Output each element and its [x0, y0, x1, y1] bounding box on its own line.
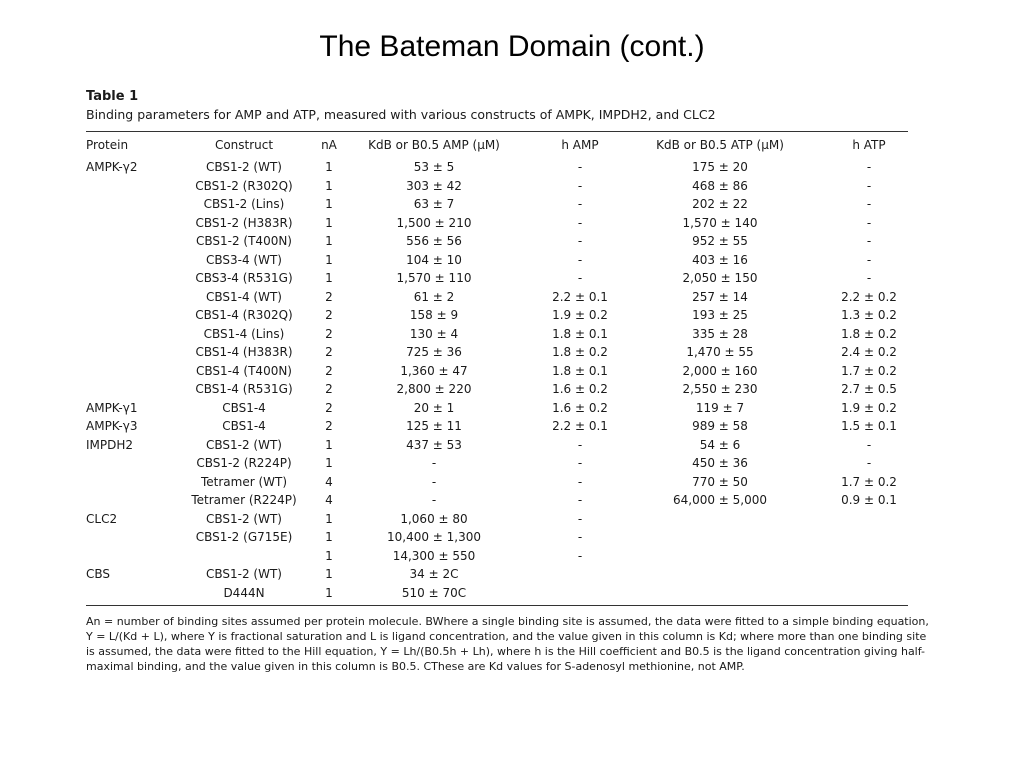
cell-construct: CBS1-4 — [222, 400, 266, 415]
cell-kd-amp: 125 ± 11 — [406, 419, 462, 433]
table-row — [86, 325, 938, 344]
cell-protein — [86, 380, 178, 399]
header-h-atp: h ATP — [852, 138, 886, 152]
cell-h-atp: - — [866, 271, 872, 285]
cell-protein — [86, 269, 178, 288]
cell-h-atp: 1.7 ± 0.2 — [841, 474, 897, 489]
table-row — [86, 528, 938, 547]
header-protein: Protein — [86, 138, 129, 152]
cell-construct: CBS1-2 (R302Q) — [195, 178, 293, 193]
cell-protein — [86, 232, 178, 251]
cell-h-atp — [800, 547, 938, 566]
cell-h-atp — [800, 528, 938, 547]
cell-kd-atp: 193 ± 25 — [692, 308, 748, 322]
cell-h-amp: - — [577, 160, 583, 174]
cell-h-atp: - — [866, 252, 872, 267]
cell-n: 2 — [325, 308, 333, 322]
cell-h-atp: 1.5 ± 0.1 — [841, 419, 897, 433]
table-row — [86, 584, 938, 603]
cell-kd-amp: 14,300 ± 550 — [392, 548, 476, 563]
cell-n: 1 — [325, 160, 333, 174]
cell-h-atp: 1.9 ± 0.2 — [841, 400, 897, 415]
cell-construct: CBS1-2 (Lins) — [203, 197, 285, 211]
cell-kd-atp — [640, 584, 800, 603]
cell-kd-amp: 1,500 ± 210 — [396, 215, 472, 230]
table-row — [86, 232, 938, 251]
table-block — [86, 88, 938, 674]
cell-h-amp: - — [577, 271, 583, 285]
bottom-rule — [86, 605, 908, 606]
cell-n: 1 — [325, 567, 333, 581]
header-kd-atp: KdB or B0.5 ATP (µM) — [656, 138, 784, 152]
cell-h-atp: - — [866, 160, 872, 174]
cell-kd-amp: - — [431, 493, 437, 507]
cell-h-amp: 1.6 ± 0.2 — [552, 400, 608, 415]
cell-kd-atp — [640, 565, 800, 584]
cell-h-amp: - — [577, 252, 583, 267]
table-row — [86, 491, 938, 510]
cell-construct: CBS1-4 (R531G) — [195, 382, 293, 396]
cell-n: 2 — [325, 363, 333, 378]
cell-kd-amp: 104 ± 10 — [406, 252, 462, 267]
cell-kd-amp: 158 ± 9 — [409, 308, 459, 322]
cell-h-atp: - — [866, 456, 872, 470]
cell-protein — [86, 343, 178, 362]
cell-kd-amp: 510 ± 70C — [401, 585, 467, 600]
cell-kd-atp: 119 ± 7 — [695, 400, 745, 415]
cell-h-atp — [800, 565, 938, 584]
cell-kd-atp: 2,000 ± 160 — [682, 363, 758, 378]
cell-n: 1 — [325, 548, 333, 563]
cell-construct: CBS1-2 (WT) — [206, 567, 282, 581]
cell-protein: AMPK-γ3 — [86, 419, 138, 433]
cell-kd-atp: 1,570 ± 140 — [682, 215, 758, 230]
cell-n: 1 — [325, 215, 333, 230]
cell-n: 2 — [325, 289, 333, 304]
cell-protein: AMPK-γ1 — [86, 400, 138, 415]
cell-kd-amp: 2,800 ± 220 — [396, 382, 472, 396]
cell-kd-amp: 556 ± 56 — [406, 234, 462, 248]
cell-construct: CBS1-4 (Lins) — [203, 326, 285, 341]
cell-kd-amp: 53 ± 5 — [413, 160, 455, 174]
table-caption: Binding parameters for AMP and ATP, measured with various constructs of AMPK, IMPDH2, and CLC2 — [86, 107, 716, 122]
cell-construct: CBS1-2 (T400N) — [195, 234, 292, 248]
cell-h-atp: - — [866, 437, 872, 452]
cell-construct: Tetramer (R224P) — [191, 493, 297, 507]
cell-kd-atp: 202 ± 22 — [692, 197, 748, 211]
cell-h-amp: - — [577, 474, 583, 489]
cell-kd-amp: 1,060 ± 80 — [400, 511, 468, 526]
cell-h-atp: 0.9 ± 0.1 — [841, 493, 897, 507]
cell-h-atp: 1.7 ± 0.2 — [841, 363, 897, 378]
cell-h-atp: 1.8 ± 0.2 — [841, 326, 897, 341]
cell-n: 1 — [325, 178, 333, 193]
cell-construct: CBS1-2 (WT) — [206, 160, 282, 174]
cell-kd-amp: - — [431, 456, 437, 470]
cell-construct: Tetramer (WT) — [200, 474, 288, 489]
cell-kd-amp: 20 ± 1 — [413, 400, 455, 415]
table-body — [86, 158, 938, 602]
cell-kd-amp: 437 ± 53 — [406, 437, 462, 452]
table-row — [86, 251, 938, 270]
cell-h-atp: - — [866, 234, 872, 248]
cell-n: 2 — [325, 345, 333, 359]
cell-kd-atp: 770 ± 50 — [692, 474, 748, 489]
cell-construct: CBS3-4 (WT) — [206, 252, 282, 267]
cell-kd-atp: 989 ± 58 — [692, 419, 748, 433]
cell-kd-amp: 63 ± 7 — [413, 197, 455, 211]
cell-kd-amp: 10,400 ± 1,300 — [386, 530, 482, 544]
cell-n: 1 — [325, 511, 333, 526]
cell-n: 2 — [325, 400, 333, 415]
cell-h-amp: - — [577, 197, 583, 211]
cell-h-amp: - — [577, 178, 583, 193]
cell-h-amp: - — [577, 530, 583, 544]
table-row — [86, 306, 938, 325]
cell-protein: CBS — [86, 567, 111, 581]
cell-construct: CBS1-4 (R302Q) — [195, 308, 293, 322]
cell-construct: CBS1-2 (H383R) — [195, 215, 293, 230]
cell-protein — [86, 325, 178, 344]
cell-kd-atp — [640, 528, 800, 547]
cell-h-amp: 1.8 ± 0.1 — [552, 363, 608, 378]
cell-n: 1 — [325, 530, 333, 544]
table-row — [86, 158, 938, 177]
cell-h-atp: - — [866, 215, 872, 230]
table-row — [86, 343, 938, 362]
cell-protein — [86, 214, 178, 233]
cell-construct: CBS1-4 (WT) — [206, 289, 282, 304]
cell-kd-atp: 952 ± 55 — [692, 234, 748, 248]
cell-h-amp: 1.8 ± 0.1 — [552, 326, 608, 341]
cell-h-amp: 2.2 ± 0.1 — [552, 419, 608, 433]
cell-kd-atp: 468 ± 86 — [692, 178, 748, 193]
cell-protein: AMPK-γ2 — [86, 160, 138, 174]
cell-construct: CBS1-4 (H383R) — [195, 345, 293, 359]
table-row — [86, 380, 938, 399]
cell-protein — [86, 528, 178, 547]
header-kd-amp: KdB or B0.5 AMP (µM) — [368, 138, 500, 152]
table-row — [86, 454, 938, 473]
header-row — [86, 132, 938, 158]
cell-n: 1 — [325, 252, 333, 267]
cell-n: 1 — [325, 197, 333, 211]
cell-h-amp: - — [577, 456, 583, 470]
cell-h-amp: 1.6 ± 0.2 — [552, 382, 608, 396]
cell-kd-atp — [640, 547, 800, 566]
cell-kd-amp: 1,570 ± 110 — [396, 271, 472, 285]
table-row — [86, 436, 938, 455]
cell-kd-atp: 450 ± 36 — [692, 456, 748, 470]
cell-h-amp — [520, 584, 640, 603]
cell-protein — [86, 177, 178, 196]
cell-h-atp: 2.2 ± 0.2 — [841, 289, 897, 304]
cell-h-amp: - — [577, 234, 583, 248]
cell-construct: CBS1-2 (R224P) — [196, 456, 292, 470]
cell-h-atp: 1.3 ± 0.2 — [841, 308, 897, 322]
cell-construct: CBS3-4 (R531G) — [195, 271, 293, 285]
table-label: Table 1 — [86, 89, 139, 104]
cell-h-amp: 1.8 ± 0.2 — [552, 345, 608, 359]
table-row — [86, 399, 938, 418]
cell-n: 2 — [325, 419, 333, 433]
cell-h-atp: 2.7 ± 0.5 — [841, 382, 897, 396]
cell-kd-atp — [640, 510, 800, 529]
cell-construct: CBS1-2 (G715E) — [195, 530, 293, 544]
table-row — [86, 473, 938, 492]
cell-h-amp: 1.9 ± 0.2 — [552, 308, 608, 322]
cell-h-amp: - — [577, 493, 583, 507]
cell-h-atp: - — [866, 178, 872, 193]
cell-kd-amp: 725 ± 36 — [406, 345, 462, 359]
cell-protein: CLC2 — [86, 511, 118, 526]
header-construct: Construct — [214, 138, 274, 152]
cell-protein — [86, 491, 178, 510]
cell-h-amp: - — [577, 511, 583, 526]
cell-kd-amp: 1,360 ± 47 — [400, 363, 468, 378]
cell-protein — [86, 547, 178, 566]
cell-kd-amp: 61 ± 2 — [413, 289, 455, 304]
cell-n: 1 — [325, 234, 333, 248]
cell-h-amp: - — [577, 548, 583, 563]
cell-construct: CBS1-4 (T400N) — [195, 363, 292, 378]
table-row — [86, 417, 938, 436]
cell-kd-amp: 303 ± 42 — [406, 178, 462, 193]
binding-parameters-table — [86, 132, 938, 602]
header-h-amp: h AMP — [561, 138, 599, 152]
table-row — [86, 288, 938, 307]
cell-protein — [86, 584, 178, 603]
cell-kd-atp: 1,470 ± 55 — [686, 345, 754, 359]
cell-kd-amp: 34 ± 2C — [409, 567, 459, 581]
cell-kd-atp: 257 ± 14 — [692, 289, 748, 304]
cell-h-amp — [520, 565, 640, 584]
cell-protein — [86, 306, 178, 325]
cell-kd-atp: 64,000 ± 5,000 — [672, 493, 768, 507]
cell-protein: IMPDH2 — [86, 437, 134, 452]
cell-h-atp — [800, 584, 938, 603]
cell-protein — [86, 195, 178, 214]
table-row — [86, 510, 938, 529]
cell-protein — [86, 362, 178, 381]
table-row — [86, 547, 938, 566]
table-row — [86, 269, 938, 288]
cell-h-amp: - — [577, 215, 583, 230]
cell-n: 2 — [325, 382, 333, 396]
cell-kd-amp: - — [431, 474, 437, 489]
cell-protein — [86, 288, 178, 307]
cell-construct: D444N — [223, 585, 265, 600]
slide-title: The Bateman Domain (cont.) — [319, 30, 705, 63]
cell-n: 1 — [325, 585, 333, 600]
cell-protein — [86, 251, 178, 270]
cell-construct — [178, 547, 310, 566]
cell-kd-atp: 403 ± 16 — [692, 252, 748, 267]
cell-kd-atp: 54 ± 6 — [699, 437, 741, 452]
cell-kd-atp: 335 ± 28 — [692, 326, 748, 341]
cell-kd-atp: 2,550 ± 230 — [682, 382, 758, 396]
cell-protein — [86, 473, 178, 492]
cell-n: 1 — [325, 456, 333, 470]
cell-h-atp: - — [866, 197, 872, 211]
cell-construct: CBS1-4 — [222, 419, 266, 433]
cell-construct: CBS1-2 (WT) — [206, 511, 282, 526]
cell-h-atp — [800, 510, 938, 529]
cell-h-amp: 2.2 ± 0.1 — [552, 289, 608, 304]
cell-kd-atp: 175 ± 20 — [692, 160, 748, 174]
cell-construct: CBS1-2 (WT) — [206, 437, 282, 452]
cell-kd-atp: 2,050 ± 150 — [682, 271, 758, 285]
table-row — [86, 362, 938, 381]
table-row — [86, 214, 938, 233]
cell-protein — [86, 454, 178, 473]
cell-n: 2 — [325, 326, 333, 341]
cell-n: 1 — [325, 437, 333, 452]
cell-h-amp: - — [577, 437, 583, 452]
cell-kd-amp: 130 ± 4 — [409, 326, 459, 341]
cell-n: 4 — [325, 493, 333, 507]
cell-h-atp: 2.4 ± 0.2 — [841, 345, 897, 359]
cell-n: 1 — [325, 271, 333, 285]
cell-n: 4 — [325, 474, 333, 489]
table-footnotes: An = number of binding sites assumed per protein molecule. BWhere a single binding site is assumed, the data were fitted to a simple binding equation, Y = L/(Kd + L), where Y is fractional saturation and L is ligand concentration, and the value given in this column is Kd; where more than one binding site is assumed, the data were fitted to the Hill equation, Y = Lh/(B0.5h + Lh), where h is the Hill coefficient and B0.5 is the ligand concentration giving half-maximal binding, and the value given in this column is B0.5. CThese are Kd values for S-adenosyl methionine, not AMP. — [86, 615, 929, 673]
header-n: nA — [321, 138, 337, 152]
table-row — [86, 195, 938, 214]
table-row — [86, 177, 938, 196]
table-row — [86, 565, 938, 584]
